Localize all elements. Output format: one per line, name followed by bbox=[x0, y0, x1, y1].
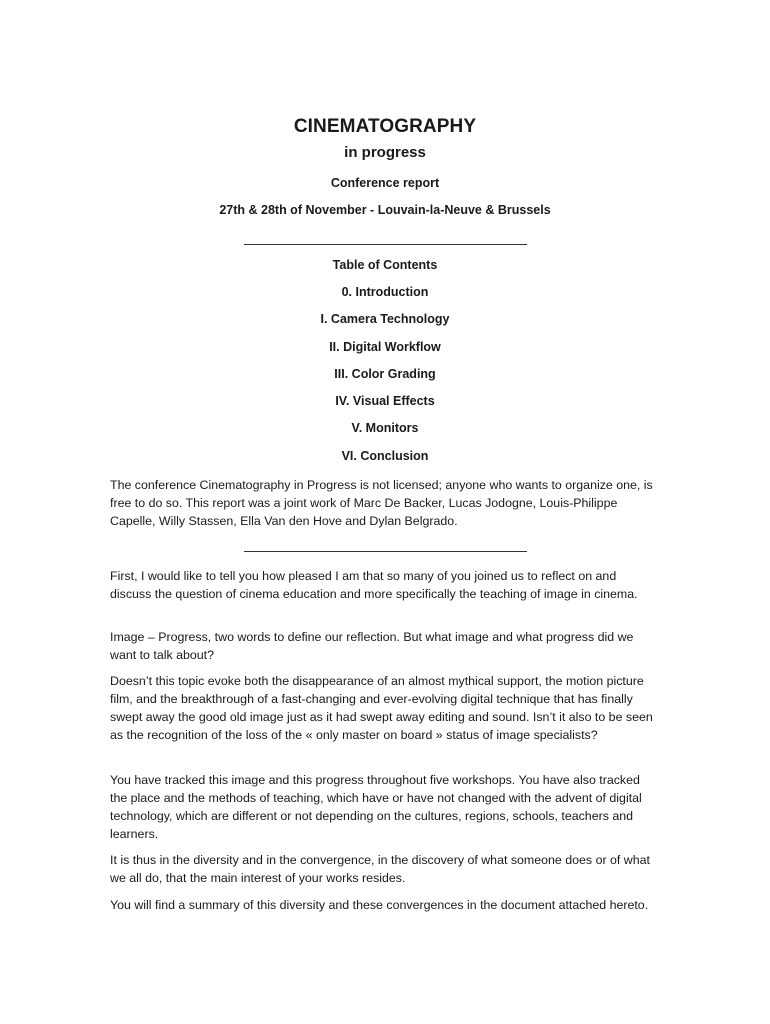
table-of-contents bbox=[0, 285, 770, 476]
body-paragraph: You will find a summary of this diversity and these convergences in the document attached hereto. bbox=[110, 898, 649, 912]
toc-item: I. Camera Technology bbox=[320, 312, 450, 327]
body-paragraph: You have tracked this image and this progress throughout five workshops. You have also tracked the place and the methods of teaching, which have or have not changed with the advent of digital technology, which are different or not depending on the cultures, regions, schools, teachers and learners. bbox=[110, 773, 642, 841]
toc-item: VI. Conclusion bbox=[341, 448, 429, 463]
report-label: Conference report bbox=[330, 176, 440, 190]
document-subtitle: in progress bbox=[344, 144, 426, 161]
license-paragraph: The conference Cinematography in Progress is not licensed; anyone who wants to organize one, is free to do so. This report was a joint work of Marc De Backer, Lucas Jodogne, Louis-Philippe Capelle, Willy Stassen, Ella Van den Hove and Dylan Belgrado. bbox=[110, 478, 653, 528]
toc-item: V. Monitors bbox=[351, 421, 419, 436]
separator-line bbox=[244, 244, 527, 245]
body-paragraph: Image – Progress, two words to define our reflection. But what image and what progress did we want to talk about? bbox=[110, 630, 634, 662]
toc-item: II. Digital Workflow bbox=[329, 339, 441, 354]
separator-line bbox=[244, 551, 527, 552]
body-paragraph: Doesn’t this topic evoke both the disappearance of an almost mythical support, the motion picture film, and the breakthrough of a fast-changing and ever-evolving digital technique that has finally swept away the good old image just as it had swept away editing and sound. Isn’t it also to be seen as the recognition of the loss of the « only master on board » status of image specialists? bbox=[110, 674, 653, 742]
toc-item: III. Color Grading bbox=[334, 366, 436, 381]
toc-item: IV. Visual Effects bbox=[335, 394, 435, 409]
document-title: CINEMATOGRAPHY bbox=[293, 116, 477, 137]
toc-title: Table of Contents bbox=[332, 258, 438, 272]
body-paragraph: It is thus in the diversity and in the convergence, in the discovery of what someone does or of what we all do, that the main interest of your works resides. bbox=[110, 853, 650, 885]
body-paragraph: First, I would like to tell you how pleased I am that so many of you joined us to reflect on and discuss the question of cinema education and more specifically the teaching of image in cinema. bbox=[110, 569, 638, 601]
conference-dates: 27th & 28th of November - Louvain-la-Neuve & Brussels bbox=[219, 203, 551, 217]
toc-item: 0. Introduction bbox=[341, 285, 429, 299]
